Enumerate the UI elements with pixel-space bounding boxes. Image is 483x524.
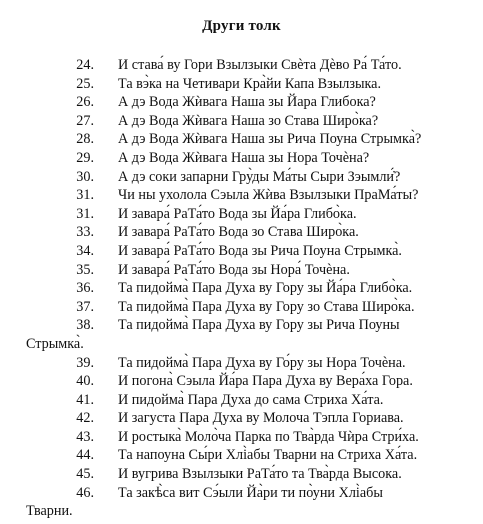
verse-line [0,168,483,187]
verse-number: 37. [76,298,94,315]
verse-line [0,465,483,484]
verse-line [0,316,483,335]
verse-line [0,186,483,205]
verse-line [0,372,483,391]
verse-number: 33. [76,224,94,241]
verse-line [0,409,483,428]
verse-line [0,298,483,317]
verse-text: А дэ Вода Жѝвага Наша зо Става Широ̀ка? [118,112,379,129]
verse-number: 40. [76,373,94,390]
verse-number: 25. [76,75,94,92]
verse-line [0,130,483,149]
verse-text: И завара́ РаТа́то Вода зы Йа́ра Глибо̀ка. [118,205,357,222]
verse-text: Та пидойма̀ Пара Духа ву Гору зы Рича Поуны [118,317,400,334]
verse-text-continuation: Стрымка̀. [26,335,84,352]
verse-number: 42. [76,410,94,427]
verse-number: 45. [76,466,94,483]
verse-text: А дэ Вода Жѝвага Наша зы Йара Глибока? [118,94,376,111]
verse-line [0,223,483,242]
verse-line [0,112,483,131]
verse-text: И става́ ву Гори Взылзыки Свѐта Дѐво Ра́ Та́то. [118,57,402,73]
verse-line [0,205,483,224]
verse-number: 31. [76,187,94,204]
verse-line [0,56,483,75]
verse-number: 34. [76,242,94,259]
verse-number: 38. [76,317,94,334]
verse-line [0,93,483,112]
verse-line [0,484,483,503]
verse-number: 28. [76,131,94,148]
verse-text: И завара́ РаТа́то Вода зы Нора́ Точѐна. [118,261,350,278]
verse-text: И завара́ РаТа́то Вода зы Рича Поуна Стрымка̀. [118,242,402,259]
verse-number: 36. [76,280,94,297]
verse-text: И погона̀ Сэыла Йа́ра Пара Духа ву Вера́ха Гора. [118,373,413,390]
verse-text: А дэ Вода Жѝвага Наша зы Нора Точѐна? [118,149,370,166]
verse-line [0,242,483,261]
verse-line [0,446,483,465]
verse-number: 44. [76,447,94,464]
verse-number: 43. [76,428,94,445]
verse-number: 29. [76,149,94,166]
verse-line [0,75,483,94]
verse-text: Та напоуна Сы́ри Хлі̀абы Тварни на Стриха Ха́та. [118,447,418,464]
verse-number: 46. [76,484,94,501]
verse-line [0,279,483,298]
verse-number: 31. [76,205,94,222]
verse-line [0,391,483,410]
verse-text: И ростыка̀ Моло̀ча Парка по Тва̀рда Чѝра Стри́ха. [118,428,419,445]
verse-number: 27. [76,112,94,129]
verse-line-continuation [0,502,483,521]
verse-number: 41. [76,391,94,408]
verse-text: Та вэ̀ка на Четивари Кра̀йи Капа Взылзыка. [118,75,382,92]
verse-line [0,149,483,168]
verse-number: 26. [76,94,94,111]
verse-list [0,56,483,521]
verse-number: 39. [76,354,94,371]
verse-text: Та пидойма̀ Пара Духа ву Гору зо Става Широ̀ка. [118,298,415,315]
verse-text: Та пидойма̀ Пара Духа ву Гору зы Йа́ра Глибо̀ка. [118,280,413,297]
verse-text: И вугрива Взылзыки РаТа́то та Тва̀рда Высока. [118,466,402,483]
verse-number: 30. [76,168,94,185]
verse-line [0,354,483,373]
verse-text: Чи ны ухолола Сэыла Жѝва Взылзыки ПраМа́ты? [118,187,419,204]
verse-text: И пидойма̀ Пара Духа до сама Стриха Ха́та. [118,391,384,408]
verse-line [0,261,483,280]
verse-text: И загуста Пара Духа ву Молоча Тэпла Гориава. [118,410,404,427]
verse-text: А дэ соки запарни Гру̀ды Ма́ты Сыри Зэымли̇́? [118,168,401,185]
verse-line [0,428,483,447]
verse-text-continuation: Тварни. [26,503,73,520]
verse-text: А дэ Вода Жѝвага Наша зы Рича Поуна Стрымка̀? [118,131,422,148]
verse-text: И завара́ РаТа́то Вода зо Става Широ̀ка. [118,224,359,241]
verse-text: Та пидойма̀ Пара Духа ву Го́ру зы Нора Точѐна. [118,354,406,371]
verse-line-continuation [0,335,483,354]
verse-number: 24. [76,57,94,73]
verse-text: Та закѣ̀са вит Сэ́ыли Йа̀ри ти по̀уни Хлі̀абы [118,484,383,501]
verse-number: 35. [76,261,94,278]
document-title: Други толк [202,18,281,34]
